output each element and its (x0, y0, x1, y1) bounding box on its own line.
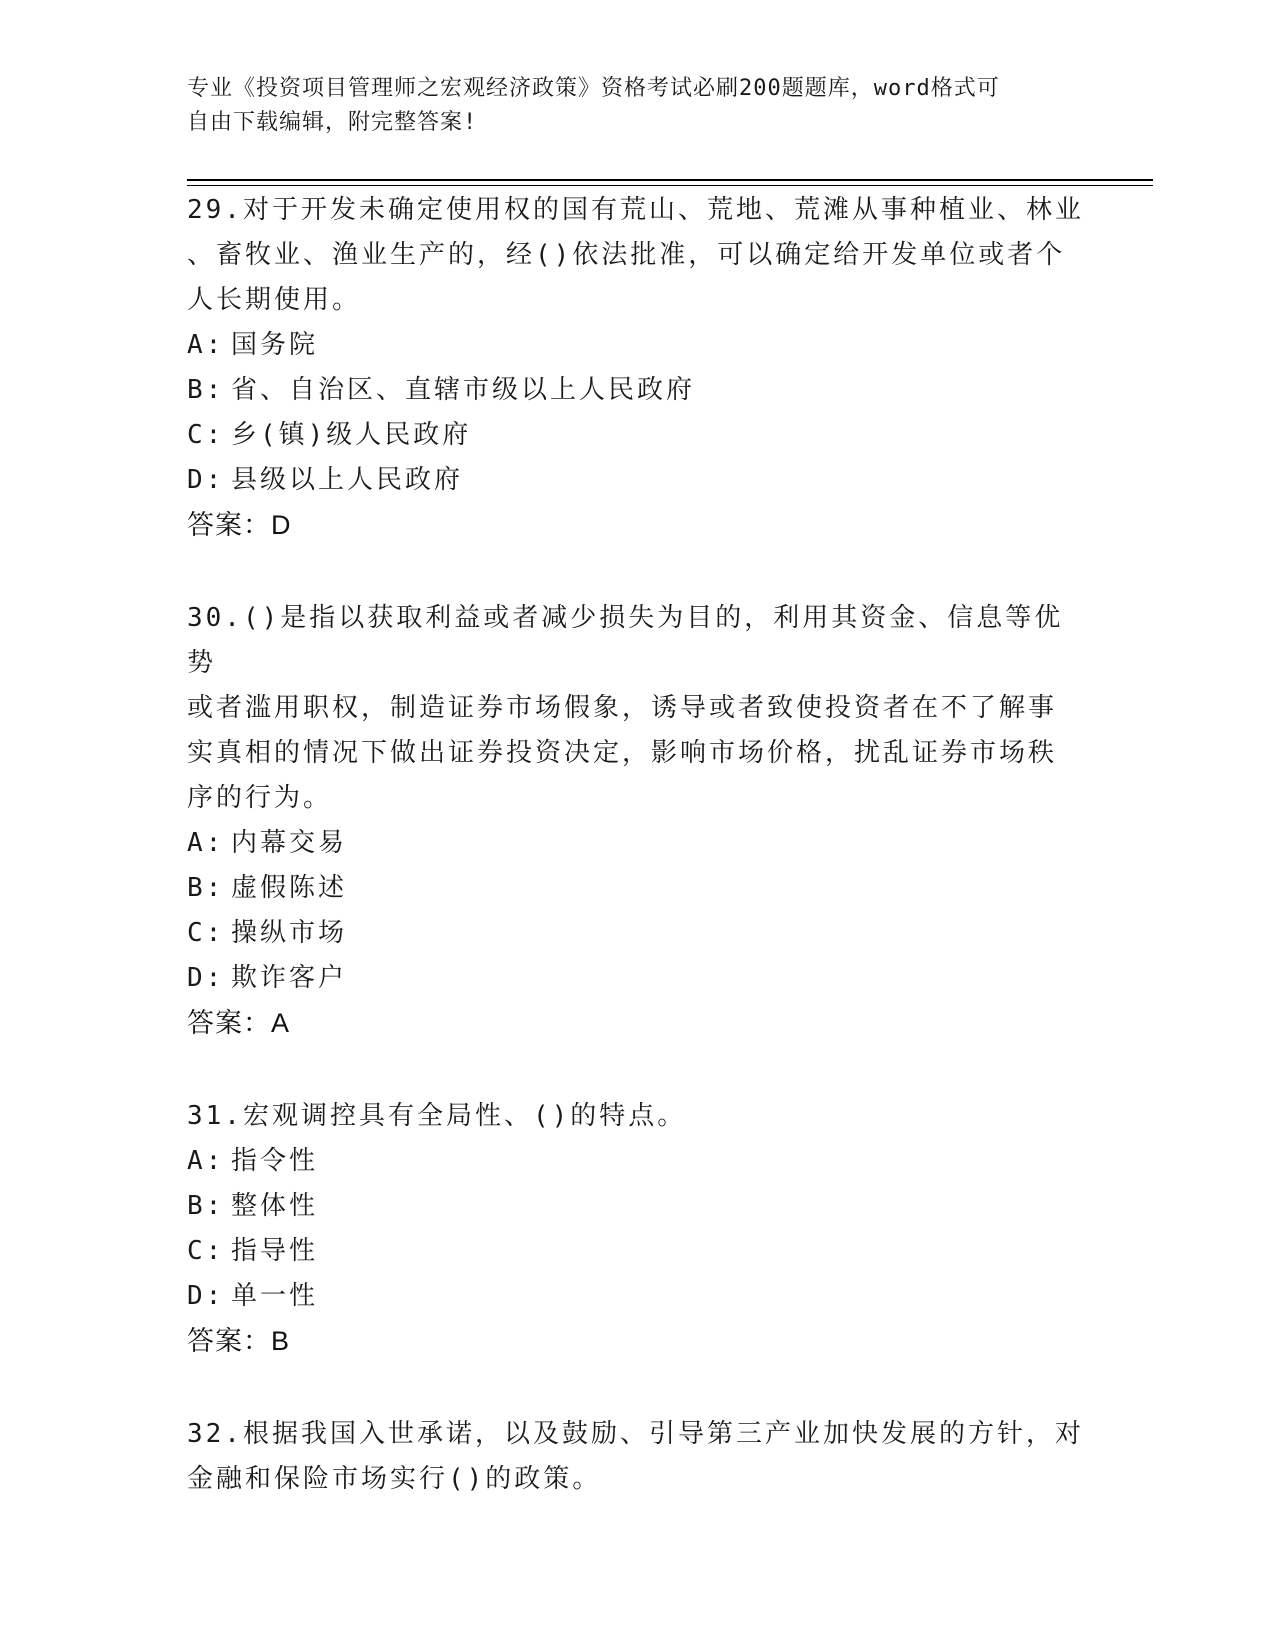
question-30 (187, 596, 1087, 1046)
stem-line: 30.()是指以获取利益或者减少损失为目的，利用其资金、信息等优势 (187, 603, 1064, 678)
option-text: 县级以上人民政府 (231, 465, 464, 495)
option-text: 省、自治区、直辖市级以上人民政府 (231, 375, 696, 405)
answer-line: 答案：A (187, 1008, 291, 1038)
stem-line: 人长期使用。 (187, 285, 362, 315)
option-d (187, 458, 1087, 503)
question-list (187, 188, 1087, 1550)
stem-line: 、畜牧业、渔业生产的，经()依法批准，可以确定给开发单位或者个 (187, 240, 1066, 270)
option-text: 欺诈客户 (231, 963, 348, 993)
question-stem (187, 1412, 1087, 1502)
option-a (187, 1139, 1087, 1184)
question-32 (187, 1412, 1087, 1502)
stem-line: 实真相的情况下做出证券投资决定，影响市场价格，扰乱证券市场秩 (187, 738, 1058, 768)
header-divider-thick (187, 179, 1153, 181)
answer-line: 答案：B (187, 1326, 291, 1356)
header-divider-thin (187, 185, 1153, 186)
option-d (187, 1274, 1087, 1319)
option-text: 整体性 (231, 1191, 319, 1221)
option-text: 指导性 (231, 1236, 319, 1266)
option-c (187, 413, 1087, 458)
option-key: A: (187, 330, 225, 360)
option-key: B: (187, 1191, 225, 1221)
option-key: C: (187, 918, 225, 948)
option-text: 内幕交易 (231, 828, 348, 858)
stem-line: 31.宏观调控具有全局性、()的特点。 (187, 1101, 687, 1131)
option-key: A: (187, 828, 225, 858)
question-stem (187, 188, 1087, 323)
option-text: 操纵市场 (231, 918, 348, 948)
option-key: A: (187, 1146, 225, 1176)
option-d (187, 956, 1087, 1001)
option-a (187, 323, 1087, 368)
option-text: 乡(镇)级人民政府 (231, 420, 472, 450)
question-29 (187, 188, 1087, 548)
option-text: 单一性 (231, 1281, 319, 1311)
option-key: D: (187, 963, 225, 993)
question-stem (187, 1094, 1087, 1139)
option-b (187, 1184, 1087, 1229)
option-a (187, 821, 1087, 866)
question-31 (187, 1094, 1087, 1364)
document-header (187, 72, 1067, 140)
question-stem (187, 596, 1087, 821)
option-key: B: (187, 873, 225, 903)
option-c (187, 1229, 1087, 1274)
option-key: B: (187, 375, 225, 405)
option-key: C: (187, 1236, 225, 1266)
stem-line: 32.根据我国入世承诺，以及鼓励、引导第三产业加快发展的方针，对 (187, 1419, 1084, 1449)
option-b (187, 368, 1087, 413)
option-text: 虚假陈述 (231, 873, 348, 903)
option-text: 国务院 (231, 330, 319, 360)
stem-line: 序的行为。 (187, 783, 333, 813)
option-b (187, 866, 1087, 911)
header-line-2: 自由下载编辑，附完整答案! (187, 110, 478, 135)
option-c (187, 911, 1087, 956)
option-text: 指令性 (231, 1146, 319, 1176)
option-key: D: (187, 1281, 225, 1311)
stem-line: 或者滥用职权，制造证券市场假象，诱导或者致使投资者在不了解事 (187, 693, 1058, 723)
stem-line: 金融和保险市场实行()的政策。 (187, 1464, 602, 1494)
answer-line: 答案：D (187, 510, 292, 540)
option-key: C: (187, 420, 225, 450)
header-line-1: 专业《投资项目管理师之宏观经济政策》资格考试必刷200题题库，word格式可 (187, 76, 1000, 101)
stem-line: 29.对于开发未确定使用权的国有荒山、荒地、荒滩从事种植业、林业 (187, 195, 1084, 225)
option-key: D: (187, 465, 225, 495)
